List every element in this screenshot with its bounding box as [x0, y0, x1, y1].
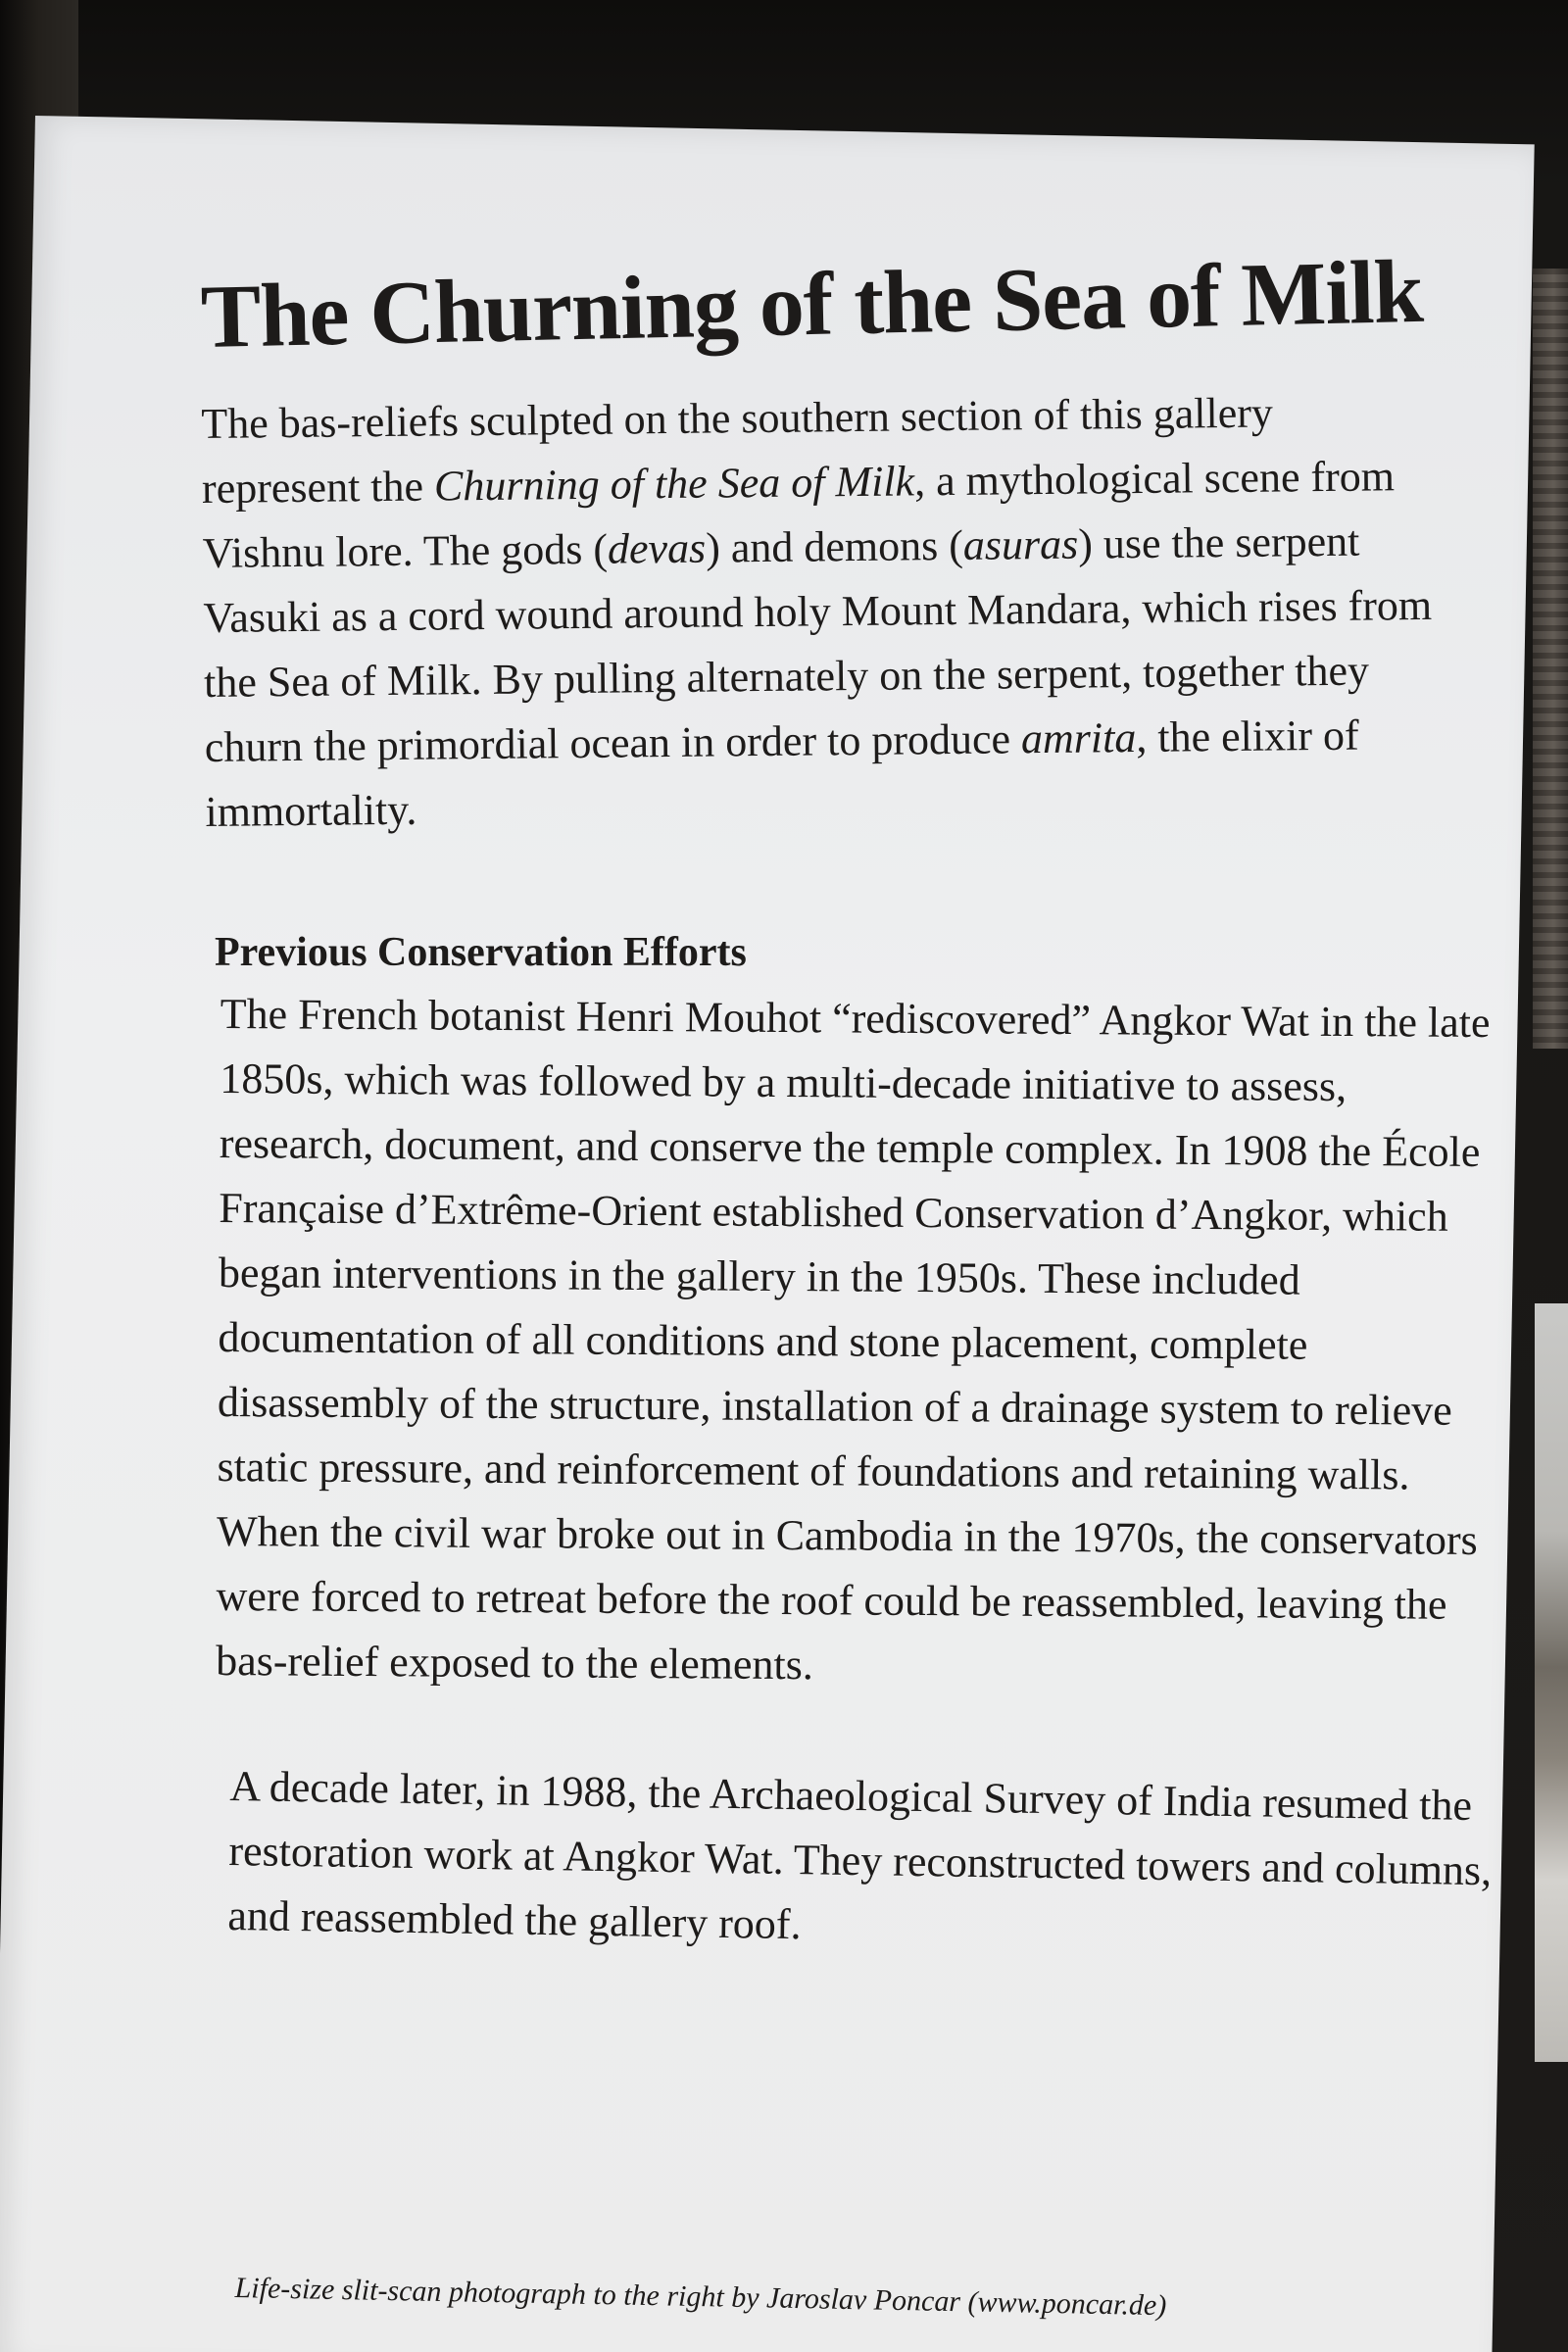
intro-text-3: ) and demons ( — [705, 520, 964, 572]
intro-italic-churning: Churning of the Sea of Milk — [433, 456, 915, 511]
restoration-paragraph: A decade later, in 1988, the Archaeological Survey of India resumed the restoration work at Angkor Wat. They reconstructed towers and columns, and reassembled the gallery roof. — [227, 1761, 1493, 1948]
photo-credit: Life-size slit-scan photograph to the right by Jaroslav Poncar (www.poncar.de) — [234, 2272, 1167, 2323]
intro-italic-devas: devas — [607, 523, 707, 573]
intro-text-1: The bas-reliefs sculpted on the southern section of this gallery represent the — [201, 388, 1274, 513]
sign-content — [199, 240, 1514, 1948]
bas-relief-photo-edge — [1533, 269, 1568, 1049]
intro-italic-asuras: asuras — [962, 519, 1079, 569]
sign-title: The Churning of the Sea of Milk — [199, 240, 1424, 367]
section-heading: Previous Conservation Efforts — [215, 929, 747, 975]
temple-photo-edge — [1535, 1303, 1568, 2062]
intro-italic-amrita: amrita — [1020, 712, 1137, 762]
intro-text-2: , a mythological scene from Vishnu lore. The gods ( — [202, 451, 1396, 577]
intro-text-5: , the elixir of immortality. — [205, 710, 1359, 836]
intro-text-4: ) use the serpent Vasuki as a cord wound around holy Mount Mandara, which rises from the Sea of Milk. By pulling alternately on the serpent, together they churn the primordial ocean in order to produce — [203, 516, 1433, 771]
conservation-paragraph: The French botanist Henri Mouhot “rediscovered” Angkor Wat in the late 1850s, which was followed by a multi-decade initiative to assess, research, document, and conserve the temple complex. In 1908 the École Française d’Extrême-Orient established Conservation d’Angkor, which began interventions in the gallery in the 1950s. These included documentation of all conditions and stone placement, complete disassembly of the structure, installation of a drainage system to relieve static pressure, and reinforcement of foundations and retaining walls. When the civil war broke out in Cambodia in the 1970s, the conservators were forced to retreat before the roof could be reassembled, leaving the bas-relief exposed to the elements. — [215, 989, 1491, 1689]
intro-paragraph — [201, 378, 1441, 844]
